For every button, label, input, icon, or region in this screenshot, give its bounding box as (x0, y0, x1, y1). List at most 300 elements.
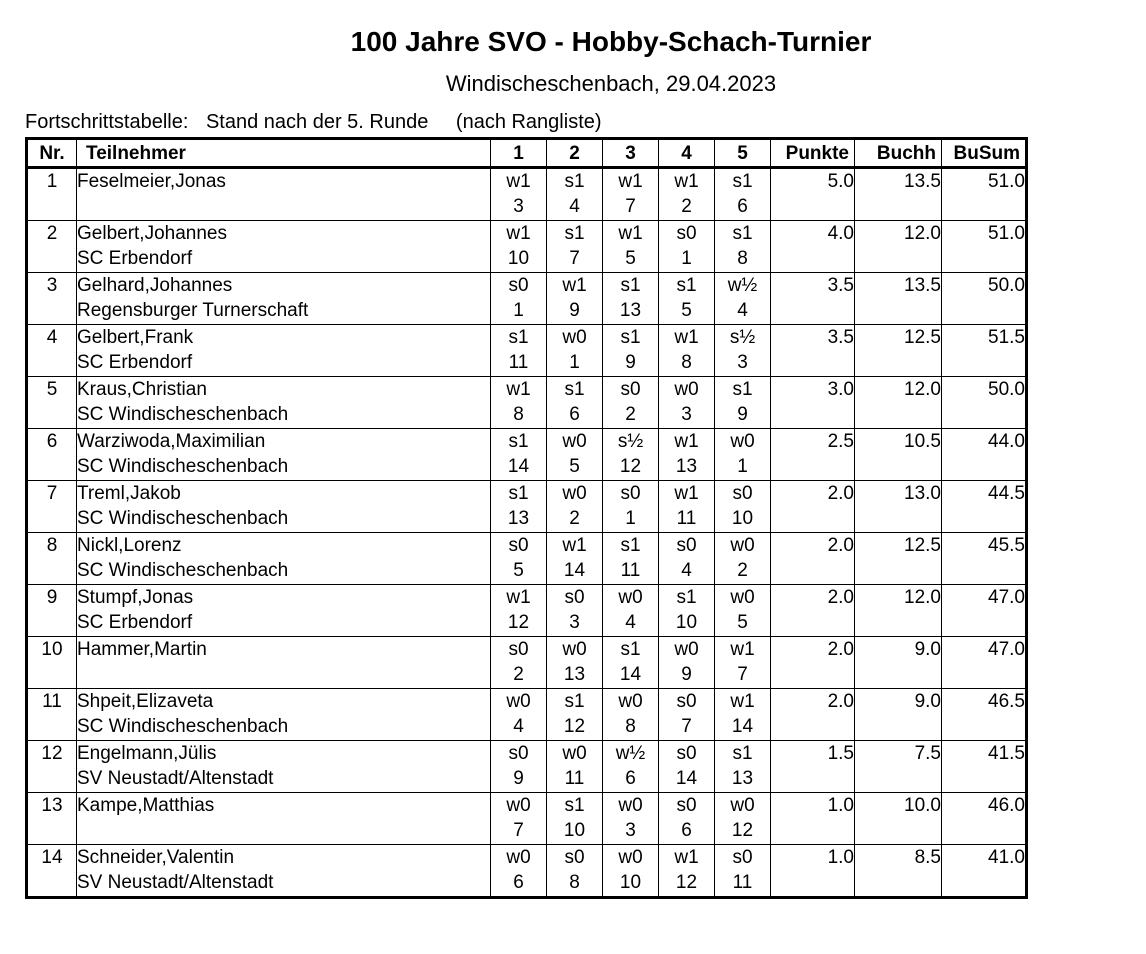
round-5-cell (715, 429, 771, 481)
round-result: s0 (732, 847, 753, 868)
round-result: s1 (732, 223, 753, 244)
busum-value: 51.0 (988, 171, 1025, 192)
punkte-value: 2.0 (827, 587, 854, 608)
buchh-cell (855, 221, 942, 273)
table-row (27, 793, 1027, 845)
round-1-cell (491, 377, 547, 429)
punkte-value: 2.0 (827, 483, 854, 504)
rank-number: 2 (46, 223, 58, 244)
round-opponent: 12 (619, 456, 642, 477)
busum-cell (942, 325, 1027, 377)
round-opponent: 9 (625, 352, 636, 373)
round-3-cell (603, 221, 659, 273)
busum-blank (942, 558, 1025, 583)
punkte-value: 3.0 (827, 379, 854, 400)
round-opponent: 1 (681, 248, 692, 269)
round-3-cell (603, 377, 659, 429)
round-5-cell (715, 377, 771, 429)
busum-blank (942, 246, 1025, 271)
buchh-cell (855, 689, 942, 741)
round-4-cell (659, 168, 715, 221)
punkte-cell (771, 637, 855, 689)
round-3-cell (603, 429, 659, 481)
table-row (27, 429, 1027, 481)
rank-number: 14 (41, 847, 63, 868)
busum-blank (942, 714, 1025, 739)
punkte-blank (771, 870, 854, 895)
busum-blank (942, 662, 1025, 687)
rank-blank (28, 402, 76, 427)
round-result: s1 (620, 535, 641, 556)
round-result: w0 (618, 795, 643, 816)
round-4-cell (659, 741, 715, 793)
round-5-cell (715, 585, 771, 637)
round-opponent: 5 (569, 456, 580, 477)
round-opponent: 10 (731, 508, 754, 529)
round-opponent: 14 (619, 664, 642, 685)
round-1-cell (491, 845, 547, 898)
participant-cell (77, 325, 491, 377)
round-result: s1 (564, 223, 585, 244)
busum-blank (942, 454, 1025, 479)
punkte-blank (771, 402, 854, 427)
rank-number: 9 (46, 587, 58, 608)
busum-value: 50.0 (988, 275, 1025, 296)
caption-note: (nach Rangliste) (455, 111, 602, 133)
busum-cell (942, 273, 1027, 325)
round-opponent: 13 (731, 768, 754, 789)
round-result: s0 (508, 639, 529, 660)
punkte-cell (771, 377, 855, 429)
header-round-4: 4 (659, 139, 715, 168)
busum-value: 47.0 (988, 639, 1025, 660)
buchh-value: 7.5 (914, 743, 941, 764)
round-opponent: 3 (513, 196, 524, 217)
table-caption (25, 111, 1146, 134)
round-result: s1 (508, 483, 529, 504)
table-header-row (27, 139, 1027, 168)
rank-number: 12 (41, 743, 63, 764)
round-1-cell (491, 689, 547, 741)
buchh-cell (855, 533, 942, 585)
round-opponent: 3 (625, 820, 636, 841)
buchh-value: 10.0 (904, 795, 941, 816)
buchh-value: 13.5 (904, 275, 941, 296)
round-result: s1 (676, 275, 697, 296)
punkte-blank (771, 506, 854, 531)
buchh-cell (855, 481, 942, 533)
participant-cell (77, 168, 491, 221)
round-result: w0 (506, 691, 531, 712)
round-2-cell (547, 273, 603, 325)
round-result: w0 (562, 483, 587, 504)
round-result: w1 (506, 587, 531, 608)
busum-blank (942, 350, 1025, 375)
round-result: s1 (620, 639, 641, 660)
round-5-cell (715, 637, 771, 689)
round-result: w½ (727, 275, 758, 296)
round-5-cell (715, 325, 771, 377)
punkte-cell (771, 793, 855, 845)
round-opponent: 8 (737, 248, 748, 269)
round-result: s1 (620, 275, 641, 296)
round-4-cell (659, 689, 715, 741)
round-result: s1 (508, 327, 529, 348)
round-opponent: 2 (625, 404, 636, 425)
round-result: s0 (676, 535, 697, 556)
punkte-value: 2.0 (827, 691, 854, 712)
round-result: s0 (564, 587, 585, 608)
round-3-cell (603, 273, 659, 325)
busum-value: 50.0 (988, 379, 1025, 400)
buchh-blank (855, 870, 941, 895)
rank-blank (28, 662, 76, 687)
participant-club (77, 818, 490, 843)
round-result: s0 (564, 847, 585, 868)
rank-blank (28, 194, 76, 219)
buchh-cell (855, 845, 942, 898)
busum-blank (942, 610, 1025, 635)
round-opponent: 4 (625, 612, 636, 633)
round-result: s1 (732, 379, 753, 400)
table-row (27, 533, 1027, 585)
buchh-value: 12.5 (904, 535, 941, 556)
round-opponent: 11 (564, 768, 585, 789)
round-result: w0 (730, 587, 755, 608)
rank-cell (27, 429, 77, 481)
participant-club: SC Windischeschenbach (77, 716, 289, 737)
punkte-cell (771, 741, 855, 793)
table-row (27, 637, 1027, 689)
round-1-cell (491, 793, 547, 845)
round-result: s1 (508, 431, 529, 452)
participant-name: Hammer,Martin (77, 639, 207, 660)
rank-number: 13 (41, 795, 63, 816)
round-opponent: 2 (681, 196, 692, 217)
round-1-cell (491, 481, 547, 533)
round-result: s0 (676, 795, 697, 816)
round-opponent: 12 (731, 820, 754, 841)
busum-value: 44.0 (988, 431, 1025, 452)
round-opponent: 13 (675, 456, 698, 477)
participant-club: Regensburger Turnerschaft (77, 300, 309, 321)
round-result: s0 (508, 743, 529, 764)
round-4-cell (659, 481, 715, 533)
participant-club (77, 662, 490, 687)
round-opponent: 4 (513, 716, 524, 737)
participant-club (77, 194, 490, 219)
round-opponent: 9 (737, 404, 748, 425)
round-result: w0 (730, 431, 755, 452)
round-2-cell (547, 585, 603, 637)
round-result: w0 (618, 691, 643, 712)
round-opponent: 11 (508, 352, 529, 373)
round-opponent: 7 (625, 196, 636, 217)
round-result: w0 (562, 327, 587, 348)
punkte-blank (771, 246, 854, 271)
round-5-cell (715, 793, 771, 845)
round-opponent: 4 (681, 560, 692, 581)
punkte-blank (771, 558, 854, 583)
punkte-blank (771, 454, 854, 479)
round-5-cell (715, 845, 771, 898)
round-1-cell (491, 533, 547, 585)
table-row (27, 689, 1027, 741)
buchh-blank (855, 454, 941, 479)
buchh-value: 12.0 (904, 379, 941, 400)
page-title: 100 Jahre SVO - Hobby-Schach-Turnier (350, 26, 872, 57)
round-opponent: 5 (737, 612, 748, 633)
buchh-blank (855, 298, 941, 323)
round-opponent: 6 (513, 872, 524, 893)
round-2-cell (547, 168, 603, 221)
rank-blank (28, 714, 76, 739)
round-4-cell (659, 637, 715, 689)
round-opponent: 7 (681, 716, 692, 737)
round-opponent: 14 (675, 768, 698, 789)
punkte-cell (771, 481, 855, 533)
round-result: s1 (676, 587, 697, 608)
rank-number: 7 (46, 483, 58, 504)
round-3-cell (603, 585, 659, 637)
round-5-cell (715, 741, 771, 793)
busum-cell (942, 637, 1027, 689)
punkte-blank (771, 610, 854, 635)
punkte-cell (771, 689, 855, 741)
buchh-blank (855, 766, 941, 791)
round-opponent: 8 (625, 716, 636, 737)
round-1-cell (491, 585, 547, 637)
punkte-value: 3.5 (827, 275, 854, 296)
rank-cell (27, 325, 77, 377)
punkte-value: 3.5 (827, 327, 854, 348)
header-punkte: Punkte (771, 139, 855, 168)
round-opponent: 7 (737, 664, 748, 685)
participant-name: Schneider,Valentin (77, 847, 235, 868)
participant-club: SV Neustadt/Altenstadt (77, 768, 274, 789)
round-result: w1 (506, 223, 531, 244)
busum-value: 51.5 (988, 327, 1025, 348)
busum-cell (942, 585, 1027, 637)
participant-name: Stumpf,Jonas (77, 587, 194, 608)
round-3-cell (603, 689, 659, 741)
header-round-3: 3 (603, 139, 659, 168)
round-result: w1 (730, 639, 755, 660)
round-result: w0 (674, 639, 699, 660)
participant-cell (77, 637, 491, 689)
table-row (27, 585, 1027, 637)
header-teilnehmer: Teilnehmer (77, 139, 491, 168)
round-opponent: 6 (625, 768, 636, 789)
rank-number: 10 (41, 639, 63, 660)
round-4-cell (659, 273, 715, 325)
round-opponent: 1 (737, 456, 748, 477)
round-opponent: 9 (569, 300, 580, 321)
round-opponent: 1 (569, 352, 580, 373)
round-3-cell (603, 845, 659, 898)
participant-name: Kraus,Christian (77, 379, 207, 400)
buchh-blank (855, 714, 941, 739)
punkte-blank (771, 714, 854, 739)
busum-blank (942, 818, 1025, 843)
round-opponent: 4 (569, 196, 580, 217)
round-2-cell (547, 845, 603, 898)
participant-name: Kampe,Matthias (77, 795, 215, 816)
round-1-cell (491, 741, 547, 793)
round-result: w1 (618, 171, 643, 192)
round-5-cell (715, 168, 771, 221)
rank-blank (28, 454, 76, 479)
round-result: w1 (674, 171, 699, 192)
round-2-cell (547, 429, 603, 481)
round-result: w0 (618, 847, 643, 868)
participant-club: SV Neustadt/Altenstadt (77, 872, 274, 893)
buchh-cell (855, 429, 942, 481)
round-2-cell (547, 533, 603, 585)
round-5-cell (715, 689, 771, 741)
round-opponent: 9 (513, 768, 524, 789)
round-4-cell (659, 429, 715, 481)
punkte-value: 1.0 (827, 847, 854, 868)
buchh-cell (855, 793, 942, 845)
round-result: w1 (674, 847, 699, 868)
participant-name: Treml,Jakob (77, 483, 181, 504)
round-result: s½ (729, 327, 756, 348)
buchh-blank (855, 818, 941, 843)
round-4-cell (659, 221, 715, 273)
rank-cell (27, 168, 77, 221)
round-opponent: 14 (563, 560, 586, 581)
round-4-cell (659, 533, 715, 585)
round-opponent: 8 (513, 404, 524, 425)
round-opponent: 11 (732, 872, 753, 893)
round-opponent: 1 (513, 300, 524, 321)
round-2-cell (547, 325, 603, 377)
rank-cell (27, 585, 77, 637)
round-result: s0 (508, 535, 529, 556)
round-result: w0 (618, 587, 643, 608)
buchh-cell (855, 273, 942, 325)
round-opponent: 13 (507, 508, 530, 529)
punkte-cell (771, 168, 855, 221)
buchh-value: 13.0 (904, 483, 941, 504)
round-result: s1 (564, 171, 585, 192)
participant-cell (77, 845, 491, 898)
round-opponent: 11 (676, 508, 697, 529)
participant-club: SC Erbendorf (77, 352, 193, 373)
results-table-body (27, 168, 1027, 898)
round-result: w1 (506, 171, 531, 192)
round-result: w1 (618, 223, 643, 244)
round-3-cell (603, 533, 659, 585)
round-4-cell (659, 325, 715, 377)
buchh-cell (855, 637, 942, 689)
buchh-blank (855, 402, 941, 427)
participant-cell (77, 273, 491, 325)
round-opponent: 1 (625, 508, 636, 529)
round-opponent: 2 (513, 664, 524, 685)
buchh-blank (855, 558, 941, 583)
caption-label: Fortschrittstabelle: (25, 111, 189, 133)
busum-value: 46.0 (988, 795, 1025, 816)
busum-value: 51.0 (988, 223, 1025, 244)
round-3-cell (603, 793, 659, 845)
rank-number: 4 (46, 327, 58, 348)
busum-value: 41.5 (988, 743, 1025, 764)
busum-blank (942, 766, 1025, 791)
punkte-value: 1.0 (827, 795, 854, 816)
buchh-cell (855, 168, 942, 221)
buchh-blank (855, 246, 941, 271)
table-row (27, 741, 1027, 793)
round-result: w1 (506, 379, 531, 400)
round-2-cell (547, 637, 603, 689)
table-row (27, 221, 1027, 273)
round-5-cell (715, 273, 771, 325)
document-header (76, 26, 1146, 97)
participant-cell (77, 533, 491, 585)
round-1-cell (491, 429, 547, 481)
round-result: s1 (620, 327, 641, 348)
round-3-cell (603, 741, 659, 793)
participant-cell (77, 429, 491, 481)
rank-blank (28, 870, 76, 895)
participant-club: SC Windischeschenbach (77, 560, 289, 581)
busum-cell (942, 168, 1027, 221)
rank-blank (28, 818, 76, 843)
round-result: s0 (508, 275, 529, 296)
round-2-cell (547, 793, 603, 845)
rank-number: 8 (46, 535, 58, 556)
round-result: s0 (620, 483, 641, 504)
table-row (27, 325, 1027, 377)
participant-name: Gelhard,Johannes (77, 275, 233, 296)
participant-cell (77, 793, 491, 845)
round-1-cell (491, 325, 547, 377)
round-opponent: 7 (513, 820, 524, 841)
rank-number: 1 (46, 171, 58, 192)
round-opponent: 10 (563, 820, 586, 841)
buchh-cell (855, 325, 942, 377)
participant-name: Gelbert,Johannes (77, 223, 227, 244)
round-result: w1 (562, 535, 587, 556)
round-opponent: 8 (569, 872, 580, 893)
rank-blank (28, 610, 76, 635)
rank-cell (27, 377, 77, 429)
buchh-value: 9.0 (914, 639, 941, 660)
round-1-cell (491, 168, 547, 221)
buchh-blank (855, 350, 941, 375)
busum-value: 46.5 (988, 691, 1025, 712)
punkte-value: 5.0 (827, 171, 854, 192)
participant-name: Warziwoda,Maximilian (77, 431, 266, 452)
rank-cell (27, 741, 77, 793)
round-result: w1 (730, 691, 755, 712)
round-4-cell (659, 845, 715, 898)
round-2-cell (547, 741, 603, 793)
busum-value: 44.5 (988, 483, 1025, 504)
rank-cell (27, 273, 77, 325)
busum-blank (942, 298, 1025, 323)
buchh-value: 12.0 (904, 223, 941, 244)
round-2-cell (547, 221, 603, 273)
rank-cell (27, 845, 77, 898)
round-result: s0 (620, 379, 641, 400)
round-result: s½ (617, 431, 644, 452)
punkte-blank (771, 818, 854, 843)
round-5-cell (715, 533, 771, 585)
round-opponent: 6 (681, 820, 692, 841)
